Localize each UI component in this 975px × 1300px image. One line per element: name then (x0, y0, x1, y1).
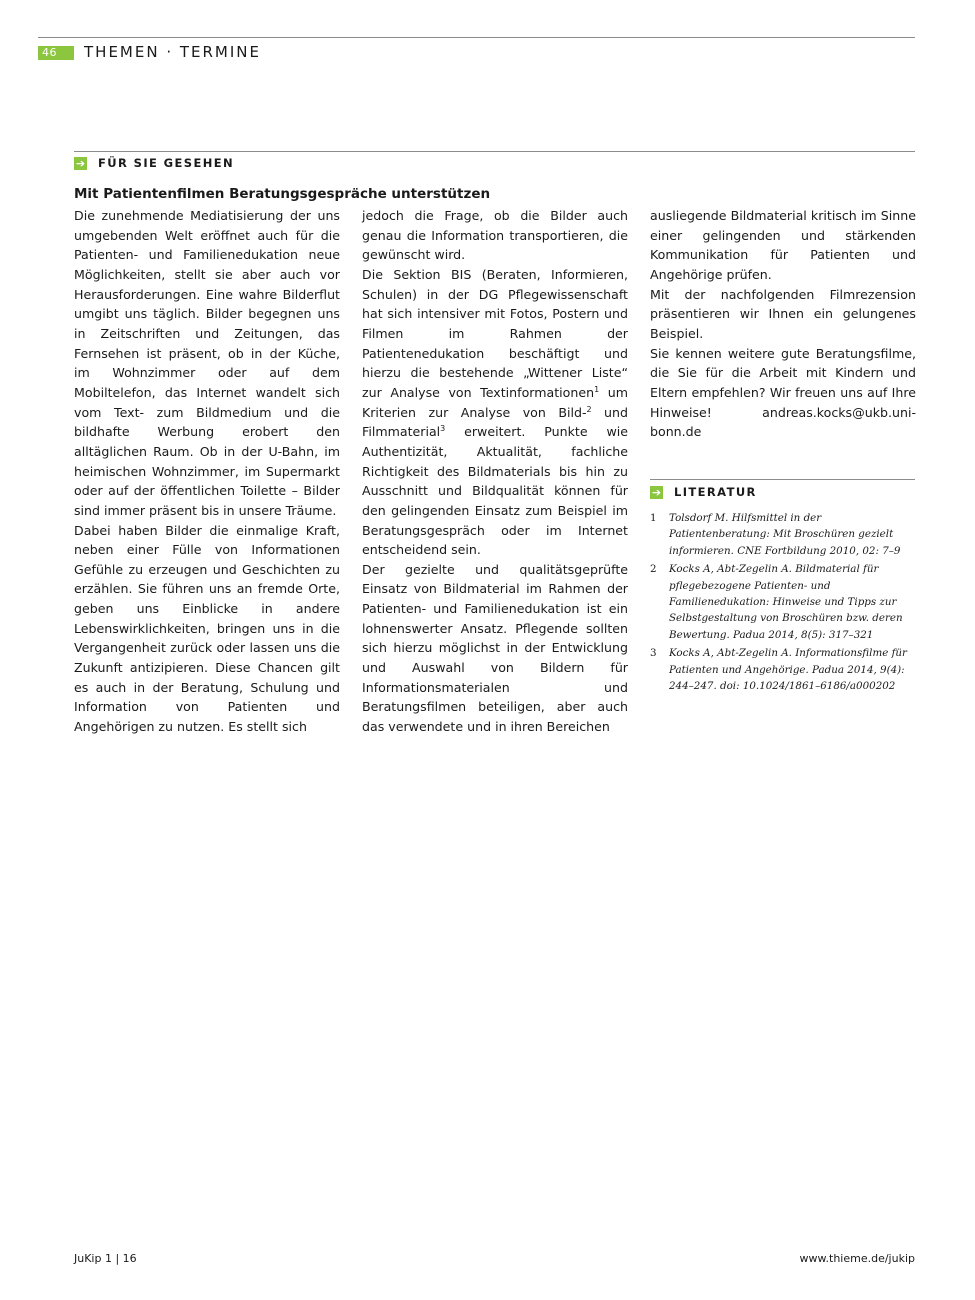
paragraph-text: erweitert. Punkte wie Authentizität, Aktualität, fachliche Richtigkeit des Bildmaterials bis hin zu Ausschnitt und Bildqualität können für den gelingenden Einsatz zum Beispiel im Beratungsgespräch oder im Internet entscheidend sein. (362, 424, 628, 558)
paragraph: Der gezielte und qualitätsgeprüfte Einsatz von Bildmaterial im Rahmen der Patienten- und Familienedukation ist ein lohnenswerter Ansatz. Pflegende sollten sich hierzu möglichst in der Entwicklung und Auswahl von Bildern für Informationsmaterialen und Beratungsfilmen beteiligen, aber auch das verwendete und in ihren Bereichen (362, 561, 628, 735)
literature-text: Kocks A, Abt-Zegelin A. Informationsfilme für Patienten und Angehörige. Padua 2014, 9(4): 244–247. doi: 10.1024/1861–6186/a000202 (669, 647, 907, 693)
paragraph: Sie kennen weitere gute Beratungsfilme, die Sie für die Arbeit mit Kindern und Eltern empfehlen? Wir freuen uns auf Ihre Hinweise! andreas.kocks@ukb.uni-bonn.de (650, 345, 916, 440)
article-column-1 (74, 206, 340, 737)
paragraph: ausliegende Bildmaterial kritisch im Sinne einer gelingenden und stärkenden Kommunikation für Patienten und Angehörige prüfen. (650, 208, 916, 282)
literature-number: 1 (650, 512, 657, 524)
page-number-badge: 46 (38, 46, 74, 60)
footnote-ref: 3 (440, 424, 446, 434)
footnote-ref: 1 (594, 384, 600, 394)
literature-label (650, 485, 757, 499)
footnote-ref: 2 (586, 404, 592, 414)
paragraph: Die zunehmende Mediatisierung der uns umgebenden Welt eröffnet auch für die Patienten- und Familienedukation neue Möglichkeiten, stellt sie aber auch vor Herausforderungen. Eine wahre Bilderflut umgibt uns täglich. Bilder begegnen uns in Zeitschriften und Zeitungen, das Fernsehen ist präsent, ob in der Küche, im Wohnzimmer oder auf dem Mobiltelefon, das Internet wandelt sich vom Text- zum Bildmedium und die bildhafte Werbung erobert den alltäglichen Raum. Ob in der U-Bahn, im heimischen Wohnzimmer, im Supermarkt oder auf der öffentlichen Toilette – Bilder sind immer präsent bis in unsere Träume. (74, 208, 340, 518)
box-rule (74, 151, 915, 152)
literature-rule (650, 479, 915, 480)
paragraph: jedoch die Frage, ob die Bilder auch genau die Information transportieren, die gewünscht wird. (362, 208, 628, 263)
box-label (74, 156, 234, 170)
article-title: Mit Patientenfilmen Beratungsgespräche unterstützen (74, 186, 491, 202)
paragraph-text: Die Sektion BIS (Beraten, Informieren, Schulen) in der DG Pflegewissenschaft hat sich intensiver mit Fotos, Postern und Filmen im Rahmen der Patientenedukation beschäftigt und hierzu die bestehende „Wittener Liste“ zur Analyse von Textinformationen (362, 266, 628, 400)
literature-item (650, 645, 916, 694)
literature-label-text: LITERATUR (674, 485, 757, 499)
box-label-text: FÜR SIE GESEHEN (98, 156, 235, 170)
paragraph-text: und Filmmaterial (362, 404, 629, 440)
literature-list (650, 510, 916, 696)
article-column-2 (362, 206, 628, 737)
arrow-right-icon: ➔ (651, 485, 662, 499)
header-rule (38, 37, 915, 38)
paragraph: Dabei haben Bilder die einmalige Kraft, neben einer Fülle von Informationen Gefühle zu erzeugen und Geschichten zu erzählen. Sie führen uns an fremde Orte, geben uns Einblicke in andere Lebenswirklichkeiten, bringen uns in die Vergangenheit zurück oder lassen uns die Zukunft antizipieren. Diese Chancen gilt es auch in der Beratung, Schulung und Information von Patienten und Angehörigen zu nutzen. Es stellt sich (74, 522, 340, 735)
paragraph-text: um Kriterien zur Analyse von Bild- (362, 384, 628, 420)
footer-journal: JuKip 1 | 16 (74, 1252, 137, 1265)
literature-item (650, 561, 916, 643)
literature-number: 2 (650, 563, 657, 576)
literature-item (650, 510, 916, 559)
literature-text: Kocks A, Abt-Zegelin A. Bildmaterial für pflegebezogene Patienten- und Familienedukation: Hinweise und Tipps zur Selbstgestaltung von Broschüren bzw. deren Bewertung. Padua 2014, 8(5): 317–321 (669, 563, 903, 641)
arrow-right-icon: ➔ (75, 156, 86, 170)
paragraph: Mit der nachfolgenden Filmrezension präsentieren wir Ihnen ein gelungenes Beispiel. (650, 286, 916, 341)
article-column-3 (650, 206, 916, 442)
literature-number: 3 (650, 647, 657, 660)
literature-text: Tolsdorf M. Hilfsmittel in der Patientenberatung: Mit Broschüren gezielt informieren. CNE Fortbildung 2010, 02: 7–9 (669, 512, 901, 557)
section-header: THEMEN · TERMINE (84, 43, 261, 61)
footer-url[interactable]: www.thieme.de/jukip (799, 1252, 915, 1265)
paragraph (362, 265, 628, 560)
